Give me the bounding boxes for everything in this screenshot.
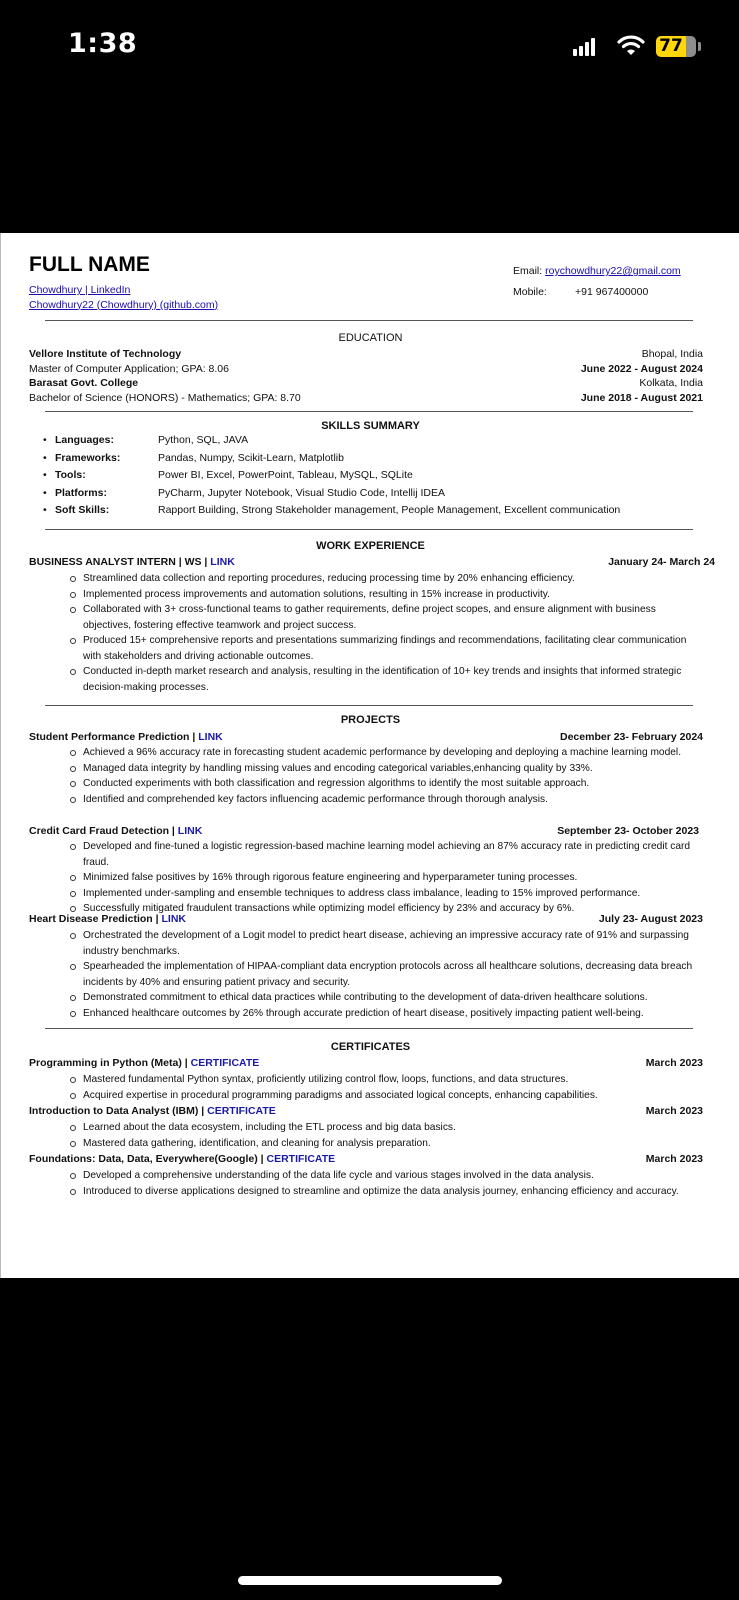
school-name: Barasat Govt. College — [29, 377, 139, 389]
certificate-date: March 2023 — [645, 1057, 703, 1069]
certificate-date: March 2023 — [645, 1105, 703, 1117]
school-location: Bhopal, India — [641, 348, 703, 360]
contact-info — [513, 261, 681, 303]
bullet: Successfully mitigated fraudulent transactions while optimizing model efficiency by 23% and accuracy by 6%. — [69, 901, 703, 917]
certificate-name: Introduction to Data Analyst (IBM) | — [29, 1105, 208, 1117]
project-link[interactable]: LINK — [177, 825, 203, 837]
job-link[interactable]: LINK — [210, 556, 235, 568]
certificates-heading: CERTIFICATES — [330, 1041, 411, 1053]
certificate-link[interactable]: CERTIFICATE — [190, 1057, 260, 1069]
certificate-header — [29, 1104, 703, 1119]
project-link[interactable]: LINK — [161, 913, 186, 925]
job-bullets — [69, 571, 703, 695]
github-link[interactable]: Chowdhury22 (Chowdhury) (github.com) — [29, 298, 219, 311]
certificate-header — [29, 1152, 703, 1167]
project-dates: December 23- February 2024 — [560, 731, 703, 743]
bullet: Developed a comprehensive understanding of the data life cycle and various stages involved in the data analysis. — [69, 1168, 703, 1184]
job-dates: January 24- March 24 — [608, 556, 715, 568]
mobile-label: Mobile: — [513, 286, 547, 298]
divider — [45, 411, 693, 412]
education-row — [29, 347, 703, 362]
bullet: Implemented under-sampling and ensemble techniques to address class imbalance, leading to 15% improved performance. — [69, 886, 703, 902]
skill-item: • Platforms: PyCharm, Jupyter Notebook, Visual Studio Code, Intellij IDEA — [43, 486, 445, 499]
project-bullets — [69, 928, 703, 1021]
school-location: Kolkata, India — [639, 377, 703, 389]
certificate-date: March 2023 — [645, 1153, 703, 1165]
divider — [45, 320, 693, 321]
bullet: Learned about the data ecosystem, including the ETL process and big data basics. — [69, 1120, 703, 1136]
project-header — [29, 912, 703, 927]
divider — [45, 705, 693, 706]
resume-name: FULL NAME — [29, 253, 150, 276]
skills-heading: SKILLS SUMMARY — [321, 420, 420, 432]
bullet: Developed and fine-tuned a logistic regression-based machine learning model achieving an 87% accuracy rate in predicting credit card fraud. — [69, 839, 703, 870]
certificate-name: Programming in Python (Meta) | — [29, 1057, 191, 1069]
bullet: Conducted experiments with both classification and regression algorithms to identify the most suitable approach. — [69, 776, 703, 792]
bullet: Mastered fundamental Python syntax, proficiently utilizing control flow, loops, functions, and data structures. — [69, 1072, 703, 1088]
degree: Master of Computer Application; GPA: 8.06 — [29, 362, 229, 375]
project-header — [29, 730, 703, 745]
bullet: Spearheaded the implementation of HIPAA-compliant data encryption protocols across all healthcare solutions, decreasing data breach incidents by 40% and ensuring patient privacy and security. — [69, 959, 703, 990]
bullet: Enhanced healthcare outcomes by 26% through accurate prediction of heart disease, positively impacting patient well-being. — [69, 1006, 703, 1022]
education-row — [29, 362, 703, 377]
bullet: Identified and comprehended key factors influencing academic performance through thorough analysis. — [69, 792, 703, 808]
bullet: Collaborated with 3+ cross-functional teams to gather requirements, define project scopes, and ensure alignment with business objectives, fostering effective teamwork and project success. — [69, 602, 703, 633]
home-indicator[interactable] — [238, 1576, 502, 1585]
education-row — [29, 376, 703, 391]
certificate-link[interactable]: CERTIFICATE — [266, 1153, 336, 1165]
projects-heading: PROJECTS — [340, 714, 401, 726]
status-bar — [0, 0, 739, 95]
linkedin-link[interactable]: Chowdhury | LinkedIn — [29, 284, 131, 296]
education-row — [29, 391, 703, 406]
certificate-header — [29, 1056, 703, 1071]
skill-item: • Tools: Power BI, Excel, PowerPoint, Tableau, MySQL, SQLite — [43, 469, 413, 481]
school-name: Vellore Institute of Technology — [29, 348, 182, 360]
project-name: Credit Card Fraud Detection | — [29, 825, 178, 837]
bullet: Minimized false positives by 16% through rigorous feature engineering and hyperparameter tuning processes. — [69, 870, 703, 886]
bullet: Demonstrated commitment to ethical data practices while contributing to the development of data-driven healthcare solutions. — [69, 990, 703, 1006]
education-dates: June 2018 - August 2021 — [580, 391, 703, 404]
divider — [45, 529, 693, 530]
certificate-name: Foundations: Data, Data, Everywhere(Google) | — [29, 1153, 267, 1165]
project-bullets — [69, 839, 703, 917]
bullet: Produced 15+ comprehensive reports and presentations summarizing findings and recommendations, facilitating clear communication with stakeholders and driving actionable outcomes. — [69, 633, 703, 664]
project-header — [29, 824, 699, 839]
degree: Bachelor of Science (HONORS) - Mathematics; GPA: 8.70 — [29, 391, 301, 404]
work-heading: WORK EXPERIENCE — [316, 540, 425, 552]
bullet: Orchestrated the development of a Logit model to predict heart disease, achieving an impressive accuracy rate of 91% and surpassing industry benchmarks. — [69, 928, 703, 959]
bullet: Streamlined data collection and reporting procedures, reducing processing time by 20% enhancing efficiency. — [69, 571, 703, 587]
certificate-bullets — [69, 1120, 703, 1151]
email-label: Email: — [513, 265, 543, 277]
project-dates: July 23- August 2023 — [598, 913, 703, 925]
education-heading: EDUCATION — [338, 332, 403, 344]
certificate-link[interactable]: CERTIFICATE — [207, 1105, 276, 1117]
project-dates: September 23- October 2023 — [557, 825, 699, 837]
bullet: Mastered data gathering, identification, and cleaning for analysis preparation. — [69, 1136, 703, 1152]
certificate-bullets — [69, 1072, 703, 1103]
project-name: Heart Disease Prediction | — [29, 913, 162, 925]
project-link[interactable]: LINK — [198, 731, 223, 743]
wifi-icon — [617, 34, 645, 56]
skill-item: • Soft Skills: Rapport Building, Strong Stakeholder management, People Management, Excellent communication — [43, 504, 621, 516]
job-title: BUSINESS ANALYST INTERN | WS | — [29, 556, 211, 568]
skills-list — [43, 432, 620, 520]
skill-item: • Languages: Python, SQL, JAVA — [43, 434, 249, 446]
email-link[interactable]: roychowdhury22@gmail.com — [545, 265, 681, 277]
battery-icon — [656, 36, 696, 57]
bullet: Acquired expertise in procedural programming paradigms and associated logical concepts, enhancing capabilities. — [69, 1088, 703, 1104]
mobile-number: +91 967400000 — [575, 286, 649, 298]
job-header — [29, 555, 715, 570]
bullet: Implemented process improvements and automation solutions, resulting in 15% increase in productivity. — [69, 587, 703, 603]
bullet: Achieved a 96% accuracy rate in forecasting student academic performance by developing and deploying a machine learning model. — [69, 745, 703, 761]
cellular-signal-icon — [573, 38, 595, 56]
divider — [45, 1028, 693, 1029]
clock: 1:38 — [68, 28, 138, 59]
resume-document — [0, 233, 739, 1278]
battery-tip — [698, 42, 701, 51]
bullet: Managed data integrity by handling missing values and encoding categorical variables,enhancing quality by 33%. — [69, 761, 703, 777]
education-dates: June 2022 - August 2024 — [580, 362, 703, 375]
bullet: Conducted in-depth market research and analysis, resulting in the identification of 10+ key trends and insights that informed strategic decision-making processes. — [69, 664, 703, 695]
skill-item: • Frameworks: Pandas, Numpy, Scikit-Learn, Matplotlib — [43, 451, 344, 464]
profile-links — [29, 283, 218, 312]
certificate-bullets — [69, 1168, 703, 1199]
project-bullets — [69, 745, 703, 807]
bullet: Introduced to diverse applications designed to streamline and optimize the data analysis journey, enhancing efficiency and accuracy. — [69, 1184, 703, 1200]
battery-level: 77 — [656, 36, 686, 57]
project-name: Student Performance Prediction | — [29, 731, 199, 743]
